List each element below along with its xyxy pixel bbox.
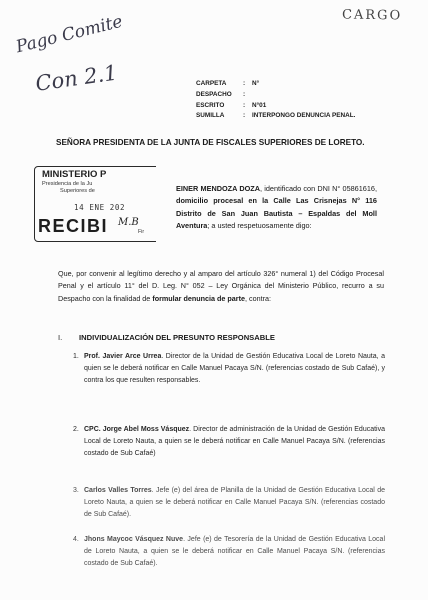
para-text-1: Que, por convenir al legítimo derecho y al amparo del artículo 326° numeral 1) del Código Procesal Penal y el artículo 11° del D. Leg. N° 052 – Ley Orgánica del Ministerio Público, recurro a su Despacho con la finalidad de	[58, 269, 384, 303]
item-name: Carlos Valles Torres	[84, 487, 152, 494]
field-label: CARPETA	[196, 80, 227, 87]
section-heading	[58, 333, 275, 342]
stamp-firma-label: Fir	[138, 229, 145, 235]
field-label: DESPACHO	[196, 90, 232, 98]
stamp-line-2: Superiores de	[60, 188, 95, 194]
field-value: N°	[252, 80, 260, 87]
para-bold: formular denuncia de parte	[152, 293, 245, 303]
section-number: I.	[58, 333, 63, 342]
complainant-name: EINER MENDOZA DOZA	[176, 184, 261, 193]
handwritten-reference-note: Con 2.1	[34, 60, 119, 96]
field-value: N°01	[252, 101, 267, 109]
list-item	[73, 424, 385, 460]
item-index: 2.	[73, 426, 79, 433]
field-despacho: DESPACHO :	[196, 90, 355, 101]
stamp-title: MINISTERIO P	[42, 169, 107, 180]
field-label: ESCRITO	[196, 101, 225, 109]
item-text: . Director de administración de la Unidad de Gestión Educativa Local de Loreto Nauta, a quien se le deberá notificar en Calle Manuel Pacaya S/N. (referencias costado de Sub Cafaé)	[84, 426, 385, 458]
field-sumilla: SUMILLA : INTERPONGO DENUNCIA PENAL.	[196, 111, 355, 122]
list-item	[73, 485, 385, 521]
item-name: Prof. Javier Arce Urrea	[84, 353, 162, 360]
procedural-address: domicilio procesal en la Calle Las Crisnejas N° 116 Distrito de San Juan Bautista – Espaldas del Moll Aventura	[176, 196, 377, 231]
item-text: . Jefe (e) de Tesorería de la Unidad de Gestión Educativa Local de Loreto Nauta, a quien se le deberá notificar en Calle Manuel Pacaya S/N. (referencias costado de Sub Cafaé).	[84, 536, 385, 568]
reception-stamp	[34, 166, 156, 248]
handwritten-cargo-note: CARGO	[341, 7, 403, 24]
intro-text-1: , identificado con DNI N° 05861616,	[260, 184, 377, 193]
header-fields	[196, 79, 355, 122]
intro-paragraph	[176, 183, 377, 233]
item-index: 4.	[73, 536, 79, 543]
para-text-2: , contra:	[244, 293, 271, 303]
item-index: 1.	[73, 353, 79, 360]
item-text: . Director de la Unidad de Gestión Educativa Local de Loreto Nauta, a quien se le deberá notificar en Calle Manuel Pacaya S/N. (referencias costado de Sub Cafaé), y contra los que resulten responsables.	[84, 353, 385, 385]
stamp-signature: M.B	[118, 217, 139, 228]
item-name: Jhons Maycoc Vásquez Nuve	[84, 536, 184, 543]
field-value: INTERPONGO DENUNCIA PENAL.	[252, 112, 356, 120]
stamp-line-1: Presidencia de la Ju	[42, 181, 93, 187]
list-item	[73, 534, 385, 570]
item-text: . Jefe (e) del área de Planilla de la Unidad de Gestión Educativa Local de Loreto Nauta, a quien se le deberá notificar en Calle Manuel Pacaya S/N. (referencias costado de Sub Cafaé).	[84, 487, 385, 519]
intro-text-2: ; a usted respetuosamente digo:	[207, 221, 312, 231]
field-label: SUMILLA	[196, 112, 225, 120]
item-index: 3.	[73, 487, 79, 494]
list-item	[73, 351, 385, 387]
addressee-heading: SEÑORA PRESIDENTA DE LA JUNTA DE FISCALES SUPERIORES DE LORETO.	[56, 138, 365, 147]
body-paragraph	[58, 268, 384, 305]
field-escrito: ESCRITO : N°01	[196, 101, 355, 112]
stamp-received: RECIBI	[38, 216, 109, 236]
stamp-date: 14 ENE 202	[74, 203, 126, 212]
item-name: CPC. Jorge Abel Moss Vásquez	[84, 426, 190, 433]
section-title: INDIVIDUALIZACIÓN DEL PRESUNTO RESPONSABLE	[79, 333, 275, 342]
field-carpeta: CARPETA : N°	[196, 79, 355, 90]
handwritten-payment-note: Pago Comite	[14, 11, 125, 58]
